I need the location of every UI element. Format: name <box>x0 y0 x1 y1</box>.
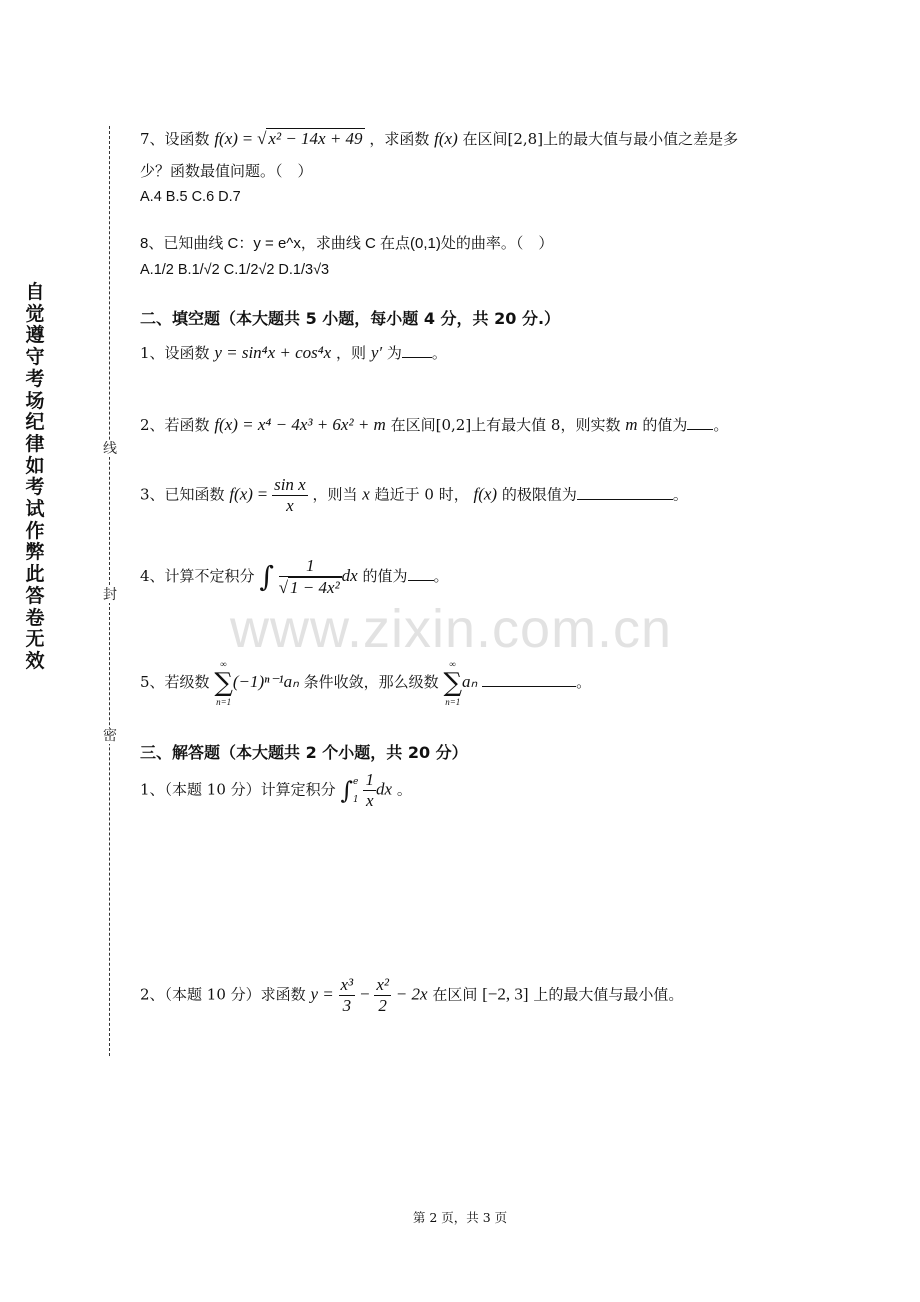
sq2-frac1 <box>339 975 356 1016</box>
warning-char: 考 <box>25 476 45 499</box>
fq3-den: x <box>286 496 294 515</box>
fill-question-5 <box>140 658 591 708</box>
fq5-mid: 条件收敛，那么级数 <box>303 673 439 691</box>
sq2-frac2 <box>374 975 391 1016</box>
warning-char: 场 <box>25 389 45 412</box>
section-2-heading: 二、填空题（本大题共 5 小题，每小题 4 分，共 20 分.） <box>140 309 561 328</box>
sq2-interval: [−2, 3] <box>482 984 529 1004</box>
solve-question-2 <box>140 975 683 1016</box>
sq1-limits <box>353 776 359 806</box>
q7-suffix: 在区间[2,8]上的最大值与最小值之差是多 <box>462 130 739 148</box>
fq5-end: 。 <box>576 673 592 691</box>
sq2-d1: 3 <box>342 996 352 1015</box>
fq4-den: 1 − 4x² <box>290 578 340 597</box>
warning-char: 自 <box>25 281 45 303</box>
fq1-mid: ，则 <box>336 344 367 362</box>
fq3-mid2: 趋近于 0 时， <box>374 485 469 504</box>
fq3-suffix: 的极限值为 <box>501 485 577 504</box>
fq4-num: 1 <box>279 556 342 577</box>
answer-blank[interactable] <box>402 343 432 358</box>
sum-upper: ∞ <box>220 659 227 669</box>
integral-symbol: ∫ <box>340 776 353 805</box>
seal-label-line: 线 <box>103 441 117 457</box>
side-warning-text <box>22 282 48 673</box>
fill-question-3 <box>140 475 688 516</box>
warning-char: 律 <box>25 432 45 455</box>
sq2-suffix: 上的最大值与最小值。 <box>533 985 684 1004</box>
sqrt-symbol: √ <box>257 129 267 148</box>
sq2-y: y = <box>310 984 334 1004</box>
fq3-fx: f(x) <box>229 484 253 504</box>
sq1-fraction <box>363 770 376 811</box>
fq2-suffix: 的值为 <box>642 416 688 434</box>
sigma-icon: ∑ <box>443 668 463 698</box>
integral-symbol: ∫ <box>259 560 274 593</box>
page-footer: 第 2 页，共 3 页 <box>412 1210 508 1225</box>
sq1-prefix: 1、（本题 10 分）计算定积分 <box>140 780 336 799</box>
sq1-num: 1 <box>365 770 374 789</box>
sq1-end: 。 <box>396 780 412 799</box>
fq3-fx-2: f(x) <box>473 484 498 504</box>
sq2-n1: x³ <box>340 975 354 994</box>
sq1-dx: dx <box>375 779 393 799</box>
fq2-end: 。 <box>713 416 729 434</box>
question-7 <box>140 128 738 149</box>
q7-fx-2: f(x) <box>434 129 458 148</box>
fq2-prefix: 2、若函数 <box>140 416 210 434</box>
fq4-end: 。 <box>433 567 449 585</box>
q7-prefix: 7、设函数 <box>140 130 210 148</box>
watermark: www.zixin.com.cn <box>230 599 673 659</box>
warning-char: 此 <box>25 563 45 586</box>
warning-char: 弊 <box>25 541 45 564</box>
sigma-sum <box>214 658 233 708</box>
warning-char: 试 <box>25 498 45 521</box>
fq3-prefix: 3、已知函数 <box>140 485 225 504</box>
q7-radicand: x² − 14x + 49 <box>268 129 363 148</box>
answer-blank[interactable] <box>687 415 713 430</box>
fq1-expr: y = sin⁴x + cos⁴x <box>214 343 332 362</box>
question-7-options: A.4 B.5 C.6 D.7 <box>140 189 241 205</box>
sum-lower: n=1 <box>216 697 232 707</box>
fq1-end: 。 <box>431 344 447 362</box>
sq1-lower: 1 <box>352 794 359 805</box>
seal-label-secret: 密 <box>103 728 117 744</box>
sq2-prefix: 2、（本题 10 分）求函数 <box>140 985 306 1004</box>
sum-upper-2: ∞ <box>449 659 456 669</box>
fq4-suffix: 的值为 <box>362 567 408 585</box>
warning-char: 纪 <box>25 411 45 434</box>
warning-char: 无 <box>25 628 45 651</box>
fq2-expr: f(x) = x⁴ − 4x³ + 6x² + m <box>214 415 386 434</box>
fq1-suffix: 为 <box>386 344 402 362</box>
sq2-mid: 在区间 <box>432 985 478 1004</box>
fq3-fraction <box>272 475 308 516</box>
sigma-icon: ∑ <box>214 668 233 698</box>
fq4-den-wrap <box>279 577 342 598</box>
fq3-eq: = <box>257 484 268 504</box>
question-8: 8、已知曲线 C：y = e^x，求曲线 C 在点(0,1)处的曲率。（ ） <box>140 235 554 252</box>
fq3-end: 。 <box>672 485 688 504</box>
sq2-d2: 2 <box>378 996 387 1015</box>
question-7-line2: 少？函数最值问题。（ ） <box>140 162 313 180</box>
fq2-m: m <box>625 415 638 434</box>
answer-blank[interactable] <box>577 485 673 500</box>
sum-lower-2: n=1 <box>445 697 461 707</box>
sq2-n2: x² <box>376 975 389 994</box>
sq1-upper: e <box>352 776 359 787</box>
warning-char: 觉 <box>25 302 45 325</box>
fq4-fraction <box>279 556 342 598</box>
warning-char: 如 <box>25 454 45 477</box>
sqrt-symbol: √ <box>278 578 289 597</box>
fq1-yprime: y′ <box>370 343 383 362</box>
warning-char: 守 <box>25 346 45 369</box>
warning-char: 答 <box>25 584 45 607</box>
warning-char: 作 <box>25 519 45 542</box>
fq4-dx: dx <box>341 566 358 585</box>
fq3-mid: ，则当 <box>312 485 358 504</box>
fill-question-2 <box>140 415 728 435</box>
sq2-rest: − 2x <box>395 984 428 1004</box>
q7-eq: = <box>242 129 253 148</box>
fq2-mid: 在区间[0,2]上有最大值 8，则实数 <box>390 416 621 434</box>
answer-blank[interactable] <box>482 672 576 687</box>
minus-sign: − <box>359 984 370 1004</box>
fill-question-1 <box>140 343 447 363</box>
section-3-heading: 三、解答题（本大题共 2 个小题，共 20 分） <box>140 743 468 762</box>
warning-char: 遵 <box>25 324 45 347</box>
fq5-term: (−1)ⁿ⁻¹aₙ <box>232 672 299 691</box>
sq1-den: x <box>365 791 374 810</box>
seal-label-seal: 封 <box>103 587 117 603</box>
fq5-term2: aₙ <box>462 672 478 691</box>
solve-question-1 <box>140 770 412 811</box>
q7-fx: f(x) <box>214 129 238 148</box>
warning-char: 效 <box>25 649 45 672</box>
q7-mid: ，求函数 <box>369 130 430 148</box>
fill-question-4 <box>140 556 449 598</box>
fq4-prefix: 4、计算不定积分 <box>140 567 255 585</box>
fq5-prefix: 5、若级数 <box>140 673 210 691</box>
fq3-num: sin x <box>274 475 306 494</box>
answer-blank[interactable] <box>408 566 434 581</box>
fq1-prefix: 1、设函数 <box>140 344 210 362</box>
sigma-sum-2 <box>443 658 462 708</box>
fq3-x: x <box>362 484 370 504</box>
warning-char: 考 <box>25 367 45 390</box>
warning-char: 卷 <box>25 606 45 629</box>
question-8-options: A.1/2 B.1/√2 C.1/2√2 D.1/3√3 <box>140 262 330 278</box>
